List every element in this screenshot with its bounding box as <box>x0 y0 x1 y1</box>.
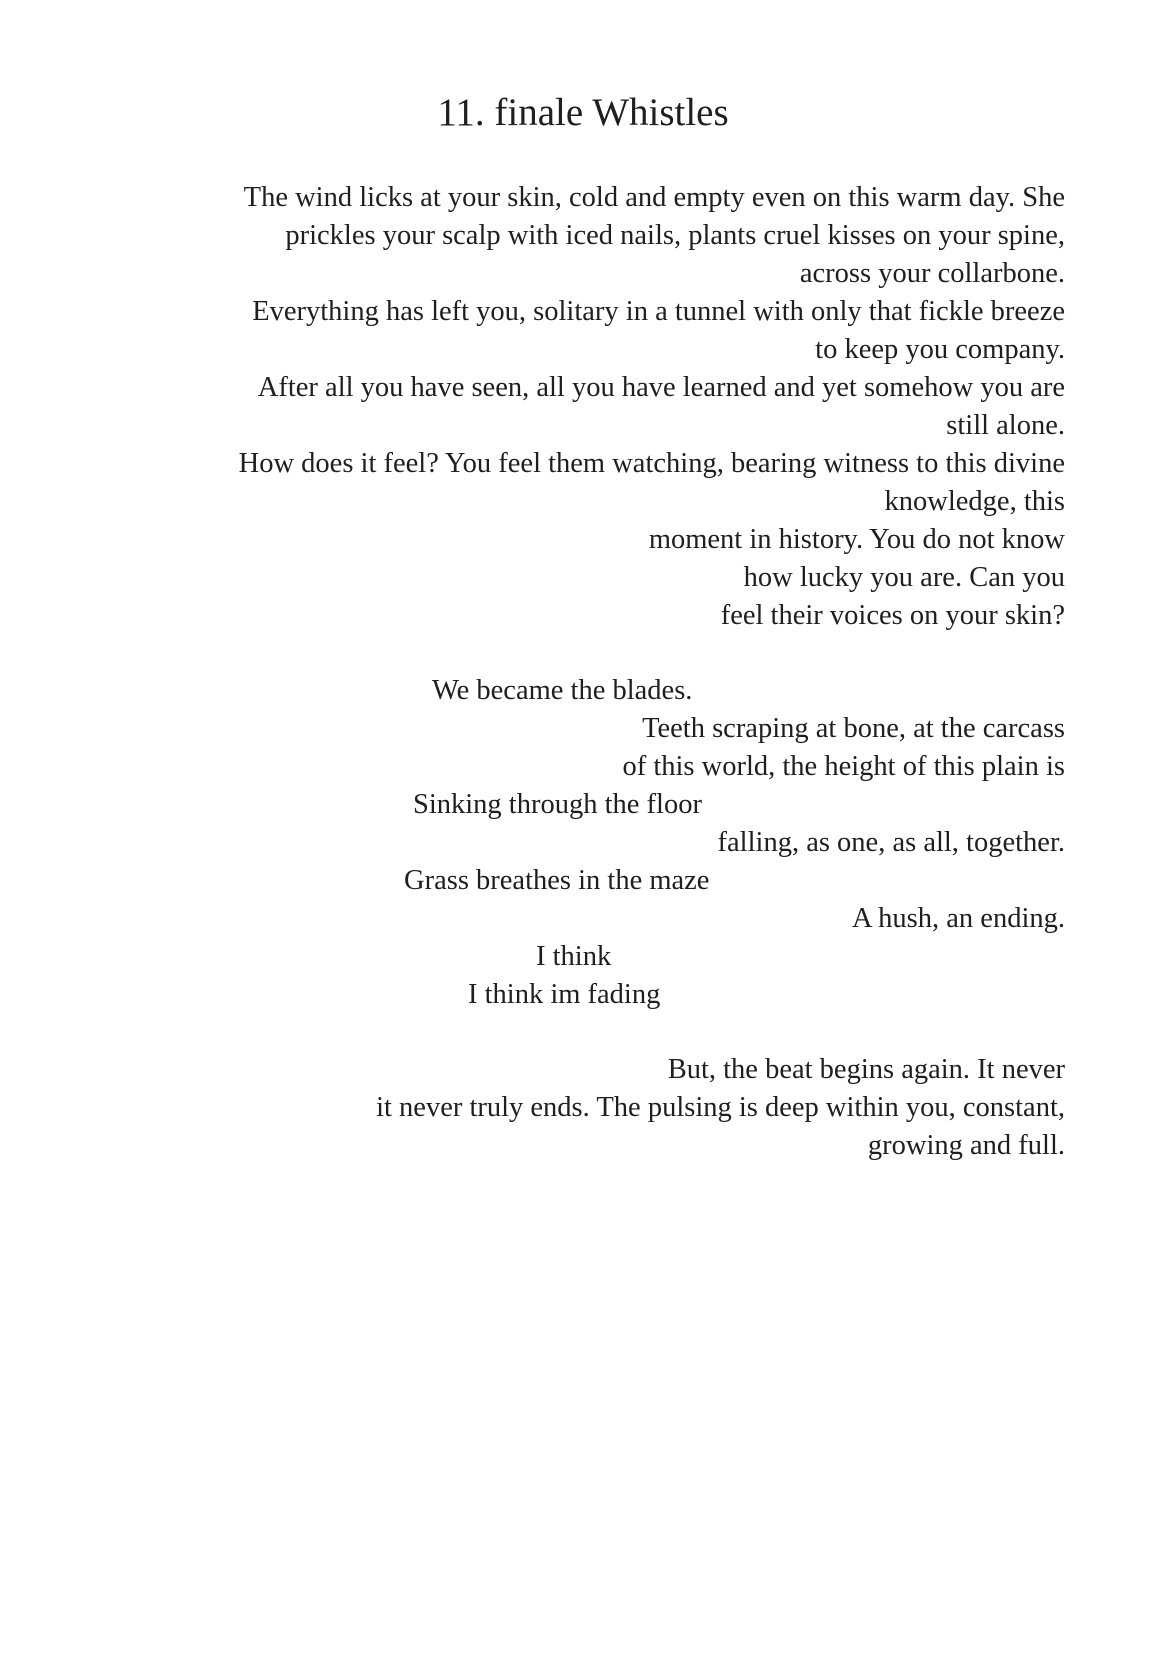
poem-line: of this world, the height of this plain is <box>622 751 1065 782</box>
poem-line: I think <box>536 941 612 972</box>
poem-line: But, the beat begins again. It never <box>667 1054 1065 1085</box>
poem-line: across your collarbone. <box>799 258 1065 289</box>
poem-line: A hush, an ending. <box>852 903 1065 934</box>
poem-line: still alone. <box>946 410 1065 441</box>
poem-line: to keep you company. <box>815 334 1065 365</box>
poem-line: moment in history. You do not know <box>648 524 1065 555</box>
poem-line: Everything has left you, solitary in a tunnel with only that fickle breeze <box>252 296 1065 327</box>
poem-line: feel their voices on your skin? <box>720 600 1065 631</box>
poem-line: falling, as one, as all, together. <box>717 827 1065 858</box>
poem-line: Grass breathes in the maze <box>404 865 710 896</box>
poem-line: prickles your scalp with iced nails, plants cruel kisses on your spine, <box>285 220 1065 251</box>
poem-line: how lucky you are. Can you <box>743 562 1065 593</box>
poem-line: I think im fading <box>468 979 661 1010</box>
poem-line: knowledge, this <box>884 486 1065 517</box>
poem-line: it never truly ends. The pulsing is deep within you, constant, <box>376 1092 1065 1123</box>
poem-line: growing and full. <box>867 1130 1065 1161</box>
page-title: 11. finale Whistles <box>437 91 729 134</box>
poem-line: Teeth scraping at bone, at the carcass <box>642 713 1065 744</box>
poem-line: We became the blades. <box>432 675 693 706</box>
poem-line: How does it feel? You feel them watching, bearing witness to this divine <box>238 448 1065 479</box>
poem-line: After all you have seen, all you have learned and yet somehow you are <box>257 372 1065 403</box>
poem-line: Sinking through the floor <box>413 789 702 820</box>
poem-line: The wind licks at your skin, cold and empty even on this warm day. She <box>243 182 1065 213</box>
